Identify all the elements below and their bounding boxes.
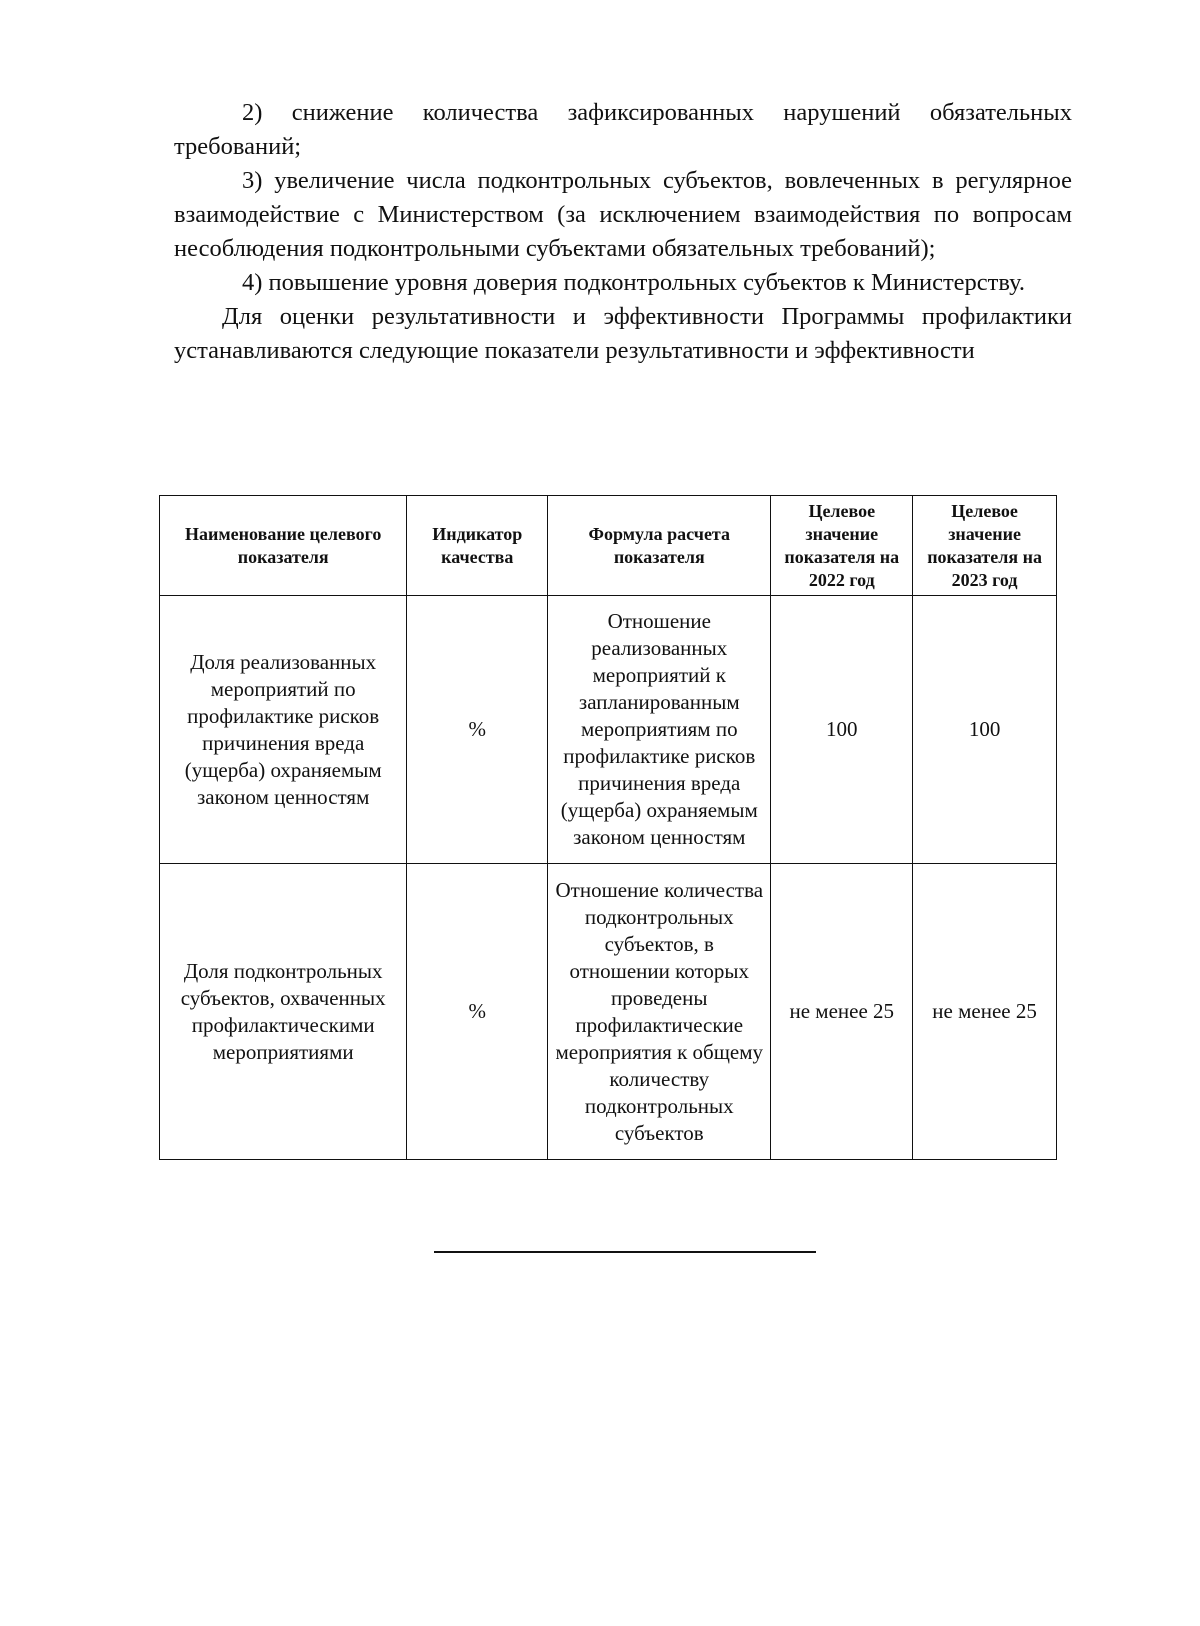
header-target-2023: Целевое значение показателя на 2023 год: [913, 496, 1057, 596]
paragraph-item-3: 3) увеличение числа подконтрольных субъектов, вовлеченных в регулярное взаимодействие с Министерством (за исключением взаимодействия по вопросам несоблюдения подконтрольными субъектами обязательных требований);: [174, 167, 1072, 262]
paragraph-indicators-intro: Для оценки результативности и эффективности Программы профилактики устанавливаются следующие показатели результативности и эффективности: [174, 303, 1072, 364]
cell-quality-indicator: %: [407, 864, 548, 1160]
cell-indicator-name: Доля подконтрольных субъектов, охваченных профилактическими мероприятиями: [160, 864, 407, 1160]
closing-rule-divider: [434, 1251, 816, 1253]
cell-formula: Отношение количества подконтрольных субъектов, в отношении которых проведены профилактические мероприятия к общему количеству подконтрольных субъектов: [548, 864, 771, 1160]
table-header-row: [160, 496, 1057, 596]
table-row: [160, 864, 1057, 1160]
table-row: [160, 596, 1057, 864]
paragraph-item-2: 2) снижение количества зафиксированных нарушений обязательных требований;: [174, 99, 1072, 160]
header-formula: Формула расчета показателя: [548, 496, 771, 596]
header-quality-indicator: Индикатор качества: [407, 496, 548, 596]
cell-quality-indicator: %: [407, 596, 548, 864]
cell-target-2023: 100: [913, 596, 1057, 864]
cell-target-2022: не менее 25: [771, 864, 913, 1160]
header-target-2022: Целевое значение показателя на 2022 год: [771, 496, 913, 596]
cell-formula: Отношение реализованных мероприятий к запланированным мероприятиям по профилактике рисков причинения вреда (ущерба) охраняемым законом ценностям: [548, 596, 771, 864]
indicators-table: [159, 495, 1057, 1160]
cell-target-2022: 100: [771, 596, 913, 864]
header-indicator-name: Наименование целевого показателя: [160, 496, 407, 596]
body-text: [174, 96, 1072, 368]
cell-indicator-name: Доля реализованных мероприятий по профилактике рисков причинения вреда (ущерба) охраняемым законом ценностям: [160, 596, 407, 864]
cell-target-2023: не менее 25: [913, 864, 1057, 1160]
paragraph-item-4: 4) повышение уровня доверия подконтрольных субъектов к Министерству.: [242, 269, 1026, 296]
